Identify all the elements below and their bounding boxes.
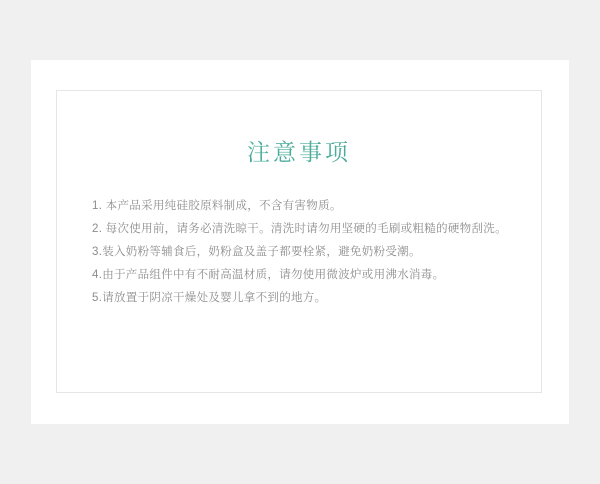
list-item: 4.由于产品组件中有不耐高温材质，请勿使用微波炉或用沸水消毒。 <box>92 269 445 281</box>
page-title: 注意事项 <box>247 139 351 165</box>
list-item: 3.装入奶粉等辅食后，奶粉盒及盖子都要栓紧，避免奶粉受潮。 <box>92 246 421 258</box>
list-item: 2. 每次使用前，请务必清洗晾干。清洗时请勿用坚硬的毛刷或粗糙的硬物刮洗。 <box>92 223 507 235</box>
content-panel <box>56 90 542 393</box>
notice-list <box>92 195 519 310</box>
list-item: 5.请放置于阴凉干燥处及婴儿拿不到的地方。 <box>92 292 327 304</box>
document-card <box>31 60 569 424</box>
list-item: 1. 本产品采用纯硅胶原料制成，不含有害物质。 <box>92 200 342 212</box>
